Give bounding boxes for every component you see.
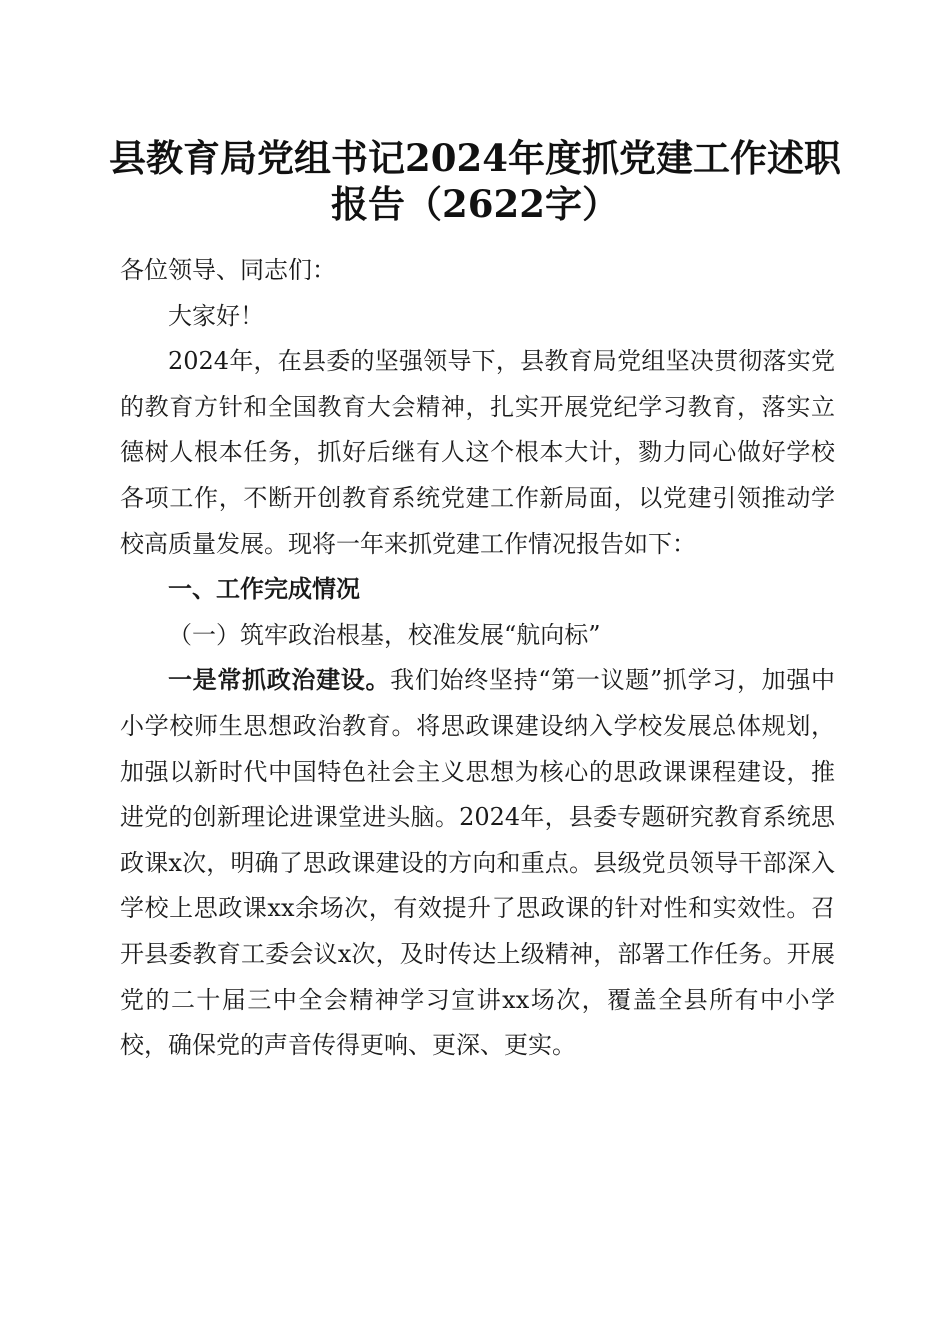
point-paragraph — [120, 658, 835, 1068]
document-title-line-1: 县教育局党组书记2024年度抓党建工作述职 — [109, 136, 841, 180]
subsection-heading: （一）筑牢政治根基，校准发展“航向标” — [168, 620, 601, 649]
salutation: 各位领导、同志们： — [120, 256, 336, 284]
greeting: 大家好！ — [168, 301, 264, 330]
section-heading: 一、工作完成情况 — [168, 575, 360, 604]
point-lead: 一是常抓政治建设。 — [168, 666, 391, 695]
document-body — [120, 248, 835, 1069]
intro-paragraph: 2024年，在县委的坚强领导下，县教育局党组坚决贯彻落实党的教育方针和全国教育大会精神，扎实开展党纪学习教育，落实立德树人根本任务，抓好后继有人这个根本大计，勠力同心做好学校各项工作，不断开创教育系统党建工作新局面，以党建引领推动学校高质量发展。现将一年来抓党建工作情况报告如下： — [120, 347, 835, 558]
document-title-line-2: 报告（2622字） — [331, 182, 619, 226]
point-body: 我们始终坚持“第一议题”抓学习，加强中小学校师生思想政治教育。将思政课建设纳入学校发展总体规划，加强以新时代中国特色社会主义思想为核心的思政课课程建设，推进党的创新理论进课堂进头脑。2024年，县委专题研究教育系统思政课x次，明确了思政课建设的方向和重点。县级党员领导干部深入学校上思政课xx余场次，有效提升了思政课的针对性和实效性。召开县委教育工委会议x次，及时传达上级精神，部署工作任务。开展党的二十届三中全会精神学习宣讲xx场次，覆盖全县所有中小学校，确保党的声音传得更响、更深、更实。 — [120, 666, 835, 1060]
